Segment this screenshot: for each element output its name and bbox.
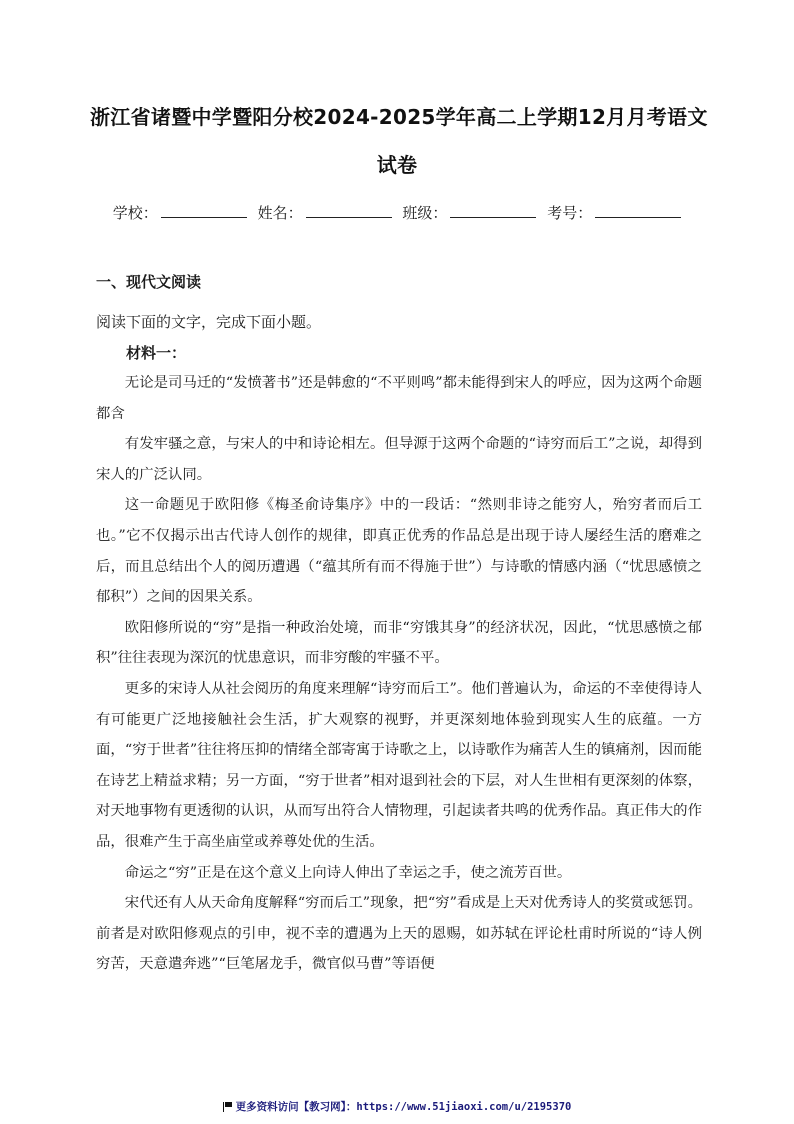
exam-id-blank[interactable] [595, 201, 681, 218]
exam-id-label: 考号： [547, 204, 593, 222]
school-label: 学校： [112, 204, 158, 222]
student-info-row [0, 201, 794, 225]
reading-instruction: 阅读下面的文字，完成下面小题。 [96, 313, 322, 331]
passage-paragraph: 欧阳修所说的“穷”是指一种政治处境，而非“穷饿其身”的经济状况，因此，“忧思感愤之郁积”往往表现为深沉的忧患意识，而非穷酸的牢骚不平。 [96, 619, 702, 667]
passage-body [96, 368, 702, 980]
exam-id-field [547, 201, 681, 225]
class-label: 班级： [402, 204, 448, 222]
name-blank[interactable] [306, 201, 392, 218]
name-label: 姓名： [257, 204, 303, 222]
passage-paragraph: 宋代还有人从天命角度解释“穷而后工”现象，把“穷”看成是上天对优秀诗人的奖赏或惩罚。前者是对欧阳修观点的引申，视不幸的遭遇为上天的恩赐，如苏轼在评论杜甫时所说的“诗人例穷苦，天意遣奔逃”“巨笔屠龙手，微官似马曹”等语便 [96, 895, 702, 973]
passage-paragraph: 无论是司马迁的“发愤著书”还是韩愈的“不平则鸣”都未能得到宋人的呼应，因为这两个命题都含 [96, 375, 702, 422]
document-title-line-1: 浙江省诸暨中学暨阳分校2024-2025学年高二上学期12月月考语文 [90, 105, 708, 129]
passage-paragraph: 有发牢骚之意，与宋人的中和诗论相左。但导源于这两个命题的“诗穷而后工”之说，却得到宋人的广泛认同。 [96, 436, 702, 483]
class-blank[interactable] [450, 201, 536, 218]
class-field [402, 201, 536, 225]
passage-paragraph: 命运之“穷”正是在这个意义上向诗人伸出了幸运之手，使之流芳百世。 [124, 864, 572, 881]
section-heading: 一、现代文阅读 [96, 273, 202, 291]
footer-link[interactable]: 更多资料访问【教习网】：https://www.51jiaoxi.com/u/2195370 [235, 1101, 572, 1113]
material-label: 材料一： [126, 344, 187, 362]
flag-icon [223, 1102, 232, 1111]
school-field [113, 201, 247, 225]
document-title-line-2: 试卷 [376, 153, 418, 177]
passage-paragraph: 更多的宋诗人从社会阅历的角度来理解“诗穷而后工”。他们普遍认为，命运的不幸使得诗人有可能更广泛地接触社会生活，扩大观察的视野，并更深刻地体验到现实人生的底蕴。一方面，“穷于世者”往往将压抑的情绪全部寄寓于诗歌之上，以诗歌作为痛苦人生的镇痛剂，因而能在诗艺上精益求精；另一方面，“穷于世者”相对退到社会的下层，对人生世相有更深刻的体察，对天地事物有更透彻的认识，从而写出符合人情物理，引起读者共鸣的优秀作品。真正伟大的作品，很难产生于高坐庙堂或养尊处优的生活。 [96, 680, 702, 850]
footer [0, 1099, 794, 1115]
school-blank[interactable] [161, 201, 247, 218]
passage-paragraph: 这一命题见于欧阳修《梅圣俞诗集序》中的一段话：“然则非诗之能穷人，殆穷者而后工也。”它不仅揭示出古代诗人创作的规律，即真正优秀的作品总是出现于诗人屡经生活的磨难之后，而且总结出个人的阅历遭遇（“蕴其所有而不得施于世”）与诗歌的情感内涵（“忧思感愤之郁积”）之间的因果关系。 [96, 497, 702, 606]
name-field [258, 201, 392, 225]
